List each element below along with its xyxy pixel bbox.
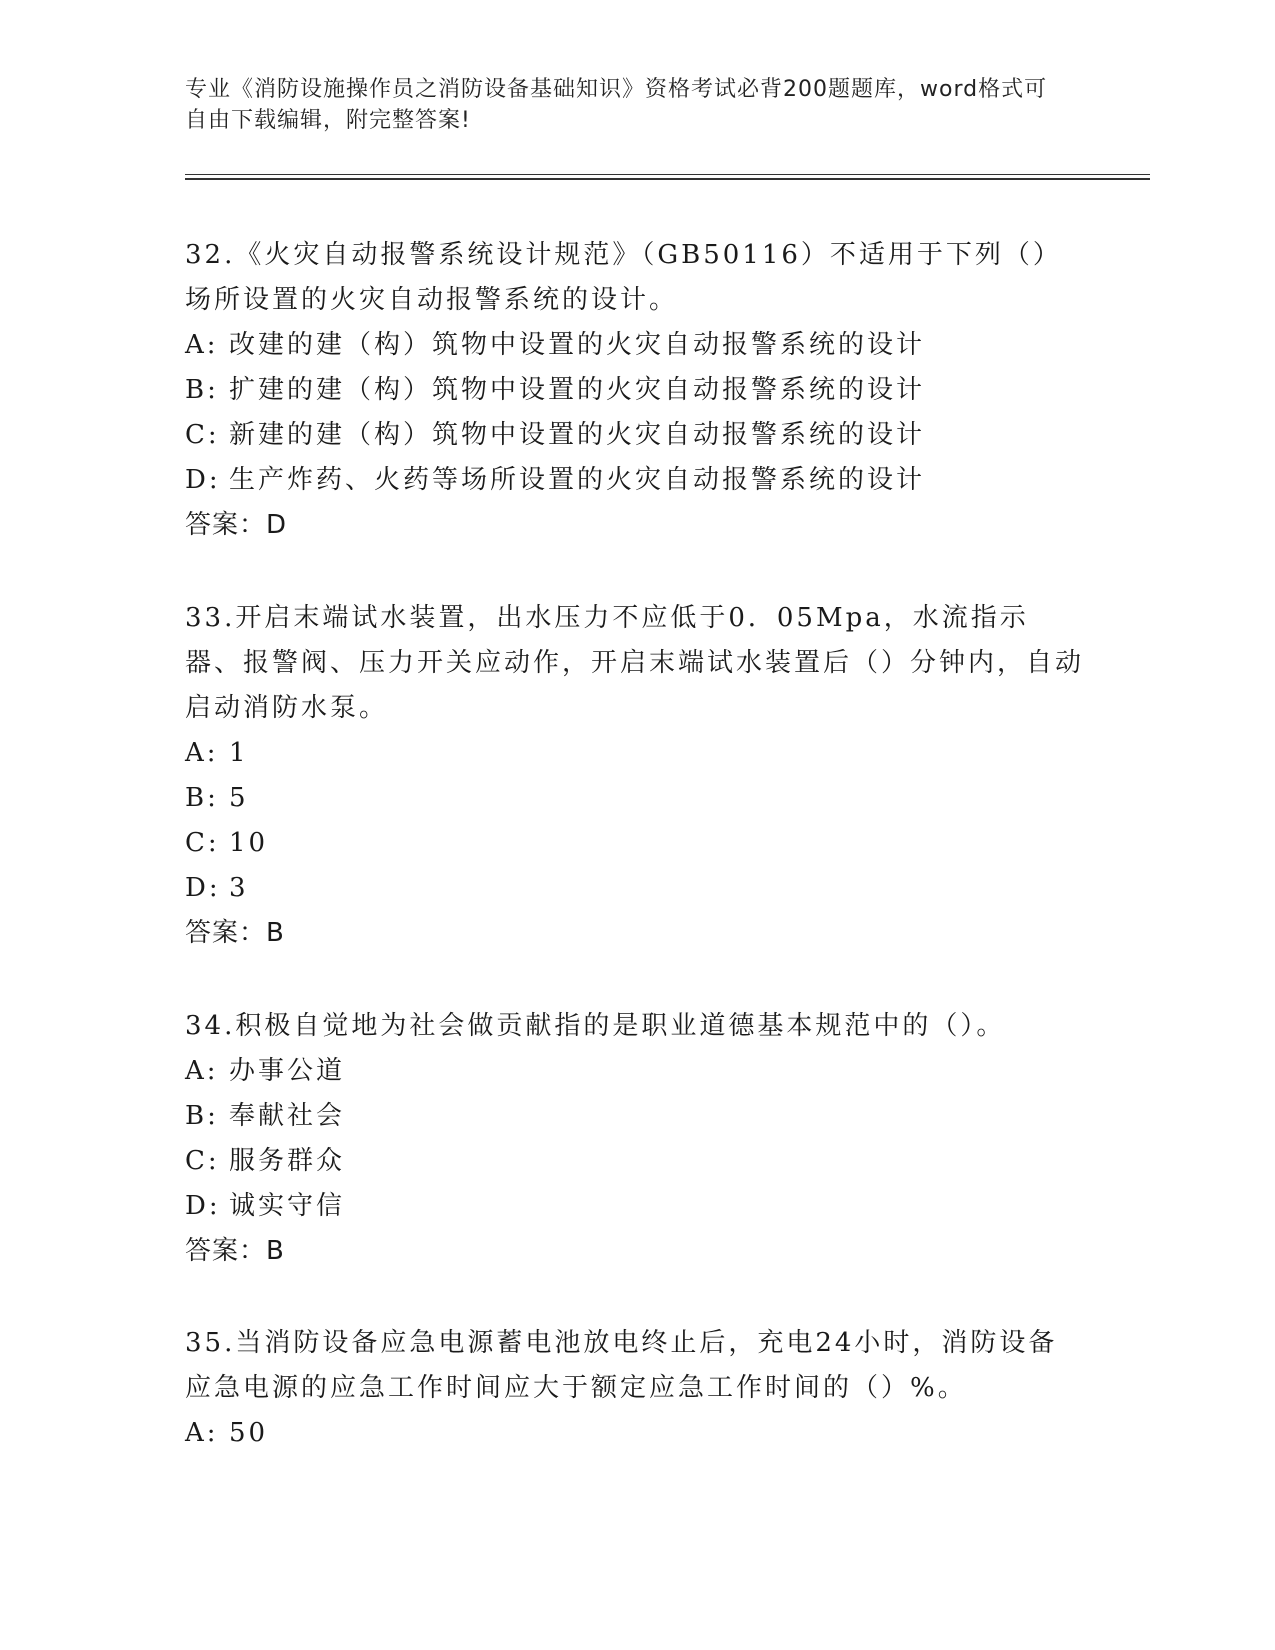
option-key: A: [185,1418,219,1448]
option-c [185,1139,1085,1184]
option-text: 10 [229,828,269,858]
option-b [185,776,1085,821]
option-key: D: [185,465,221,495]
question-35 [185,1321,1085,1456]
option-a [185,1411,1085,1456]
option-key: C: [185,420,220,450]
option-b [185,368,1085,413]
option-text: 办事公道 [229,1056,346,1086]
option-key: D: [185,1191,221,1221]
question-stem: 32.《火灾自动报警系统设计规范》（GB50116）不适用于下列（）场所设置的火灾自动报警系统的设计。 [185,240,1062,315]
document-header: 专业《消防设施操作员之消防设备基础知识》资格考试必背200题题库，word格式可自由下载编辑，附完整答案! [185,77,1048,133]
option-a [185,323,1085,368]
option-d [185,458,1085,503]
option-key: C: [185,828,220,858]
question-34 [185,1004,1085,1274]
option-key: C: [185,1146,220,1176]
option-key: B: [185,783,219,813]
header-divider-thick [185,178,1150,180]
question-stem: 33.开启末端试水装置，出水压力不应低于0．05Mpa，水流指示器、报警阀、压力开关应动作，开启末端试水装置后（）分钟内，自动启动消防水泵。 [185,603,1085,723]
option-text: 5 [229,783,249,813]
answer-line: 答案：B [185,918,285,948]
answer-line: 答案：B [185,1236,285,1266]
option-key: A: [185,1056,219,1086]
question-stem: 35.当消防设备应急电源蓄电池放电终止后，充电24小时，消防设备应急电源的应急工作时间应大于额定应急工作时间的（）%。 [185,1328,1058,1403]
option-key: D: [185,873,221,903]
option-text: 扩建的建（构）筑物中设置的火灾自动报警系统的设计 [229,375,926,405]
option-text: 新建的建（构）筑物中设置的火灾自动报警系统的设计 [229,420,926,450]
option-key: A: [185,738,219,768]
option-a [185,1049,1085,1094]
option-key: A: [185,330,219,360]
question-33 [185,596,1085,956]
option-text: 服务群众 [229,1146,346,1176]
question-stem: 34.积极自觉地为社会做贡献指的是职业道德基本规范中的（）。 [185,1011,1006,1041]
option-a [185,731,1085,776]
option-text: 诚实守信 [229,1191,346,1221]
option-c [185,821,1085,866]
option-d [185,866,1085,911]
option-text: 1 [229,738,249,768]
option-c [185,413,1085,458]
answer-line: 答案：D [185,510,288,540]
question-32 [185,233,1085,548]
option-b [185,1094,1085,1139]
option-d [185,1184,1085,1229]
option-key: B: [185,1101,219,1131]
option-text: 3 [229,873,249,903]
option-text: 奉献社会 [229,1101,346,1131]
option-text: 改建的建（构）筑物中设置的火灾自动报警系统的设计 [229,330,926,360]
option-text: 50 [229,1418,269,1448]
option-key: B: [185,375,219,405]
header-divider-thin [185,174,1150,175]
option-text: 生产炸药、火药等场所设置的火灾自动报警系统的设计 [229,465,926,495]
